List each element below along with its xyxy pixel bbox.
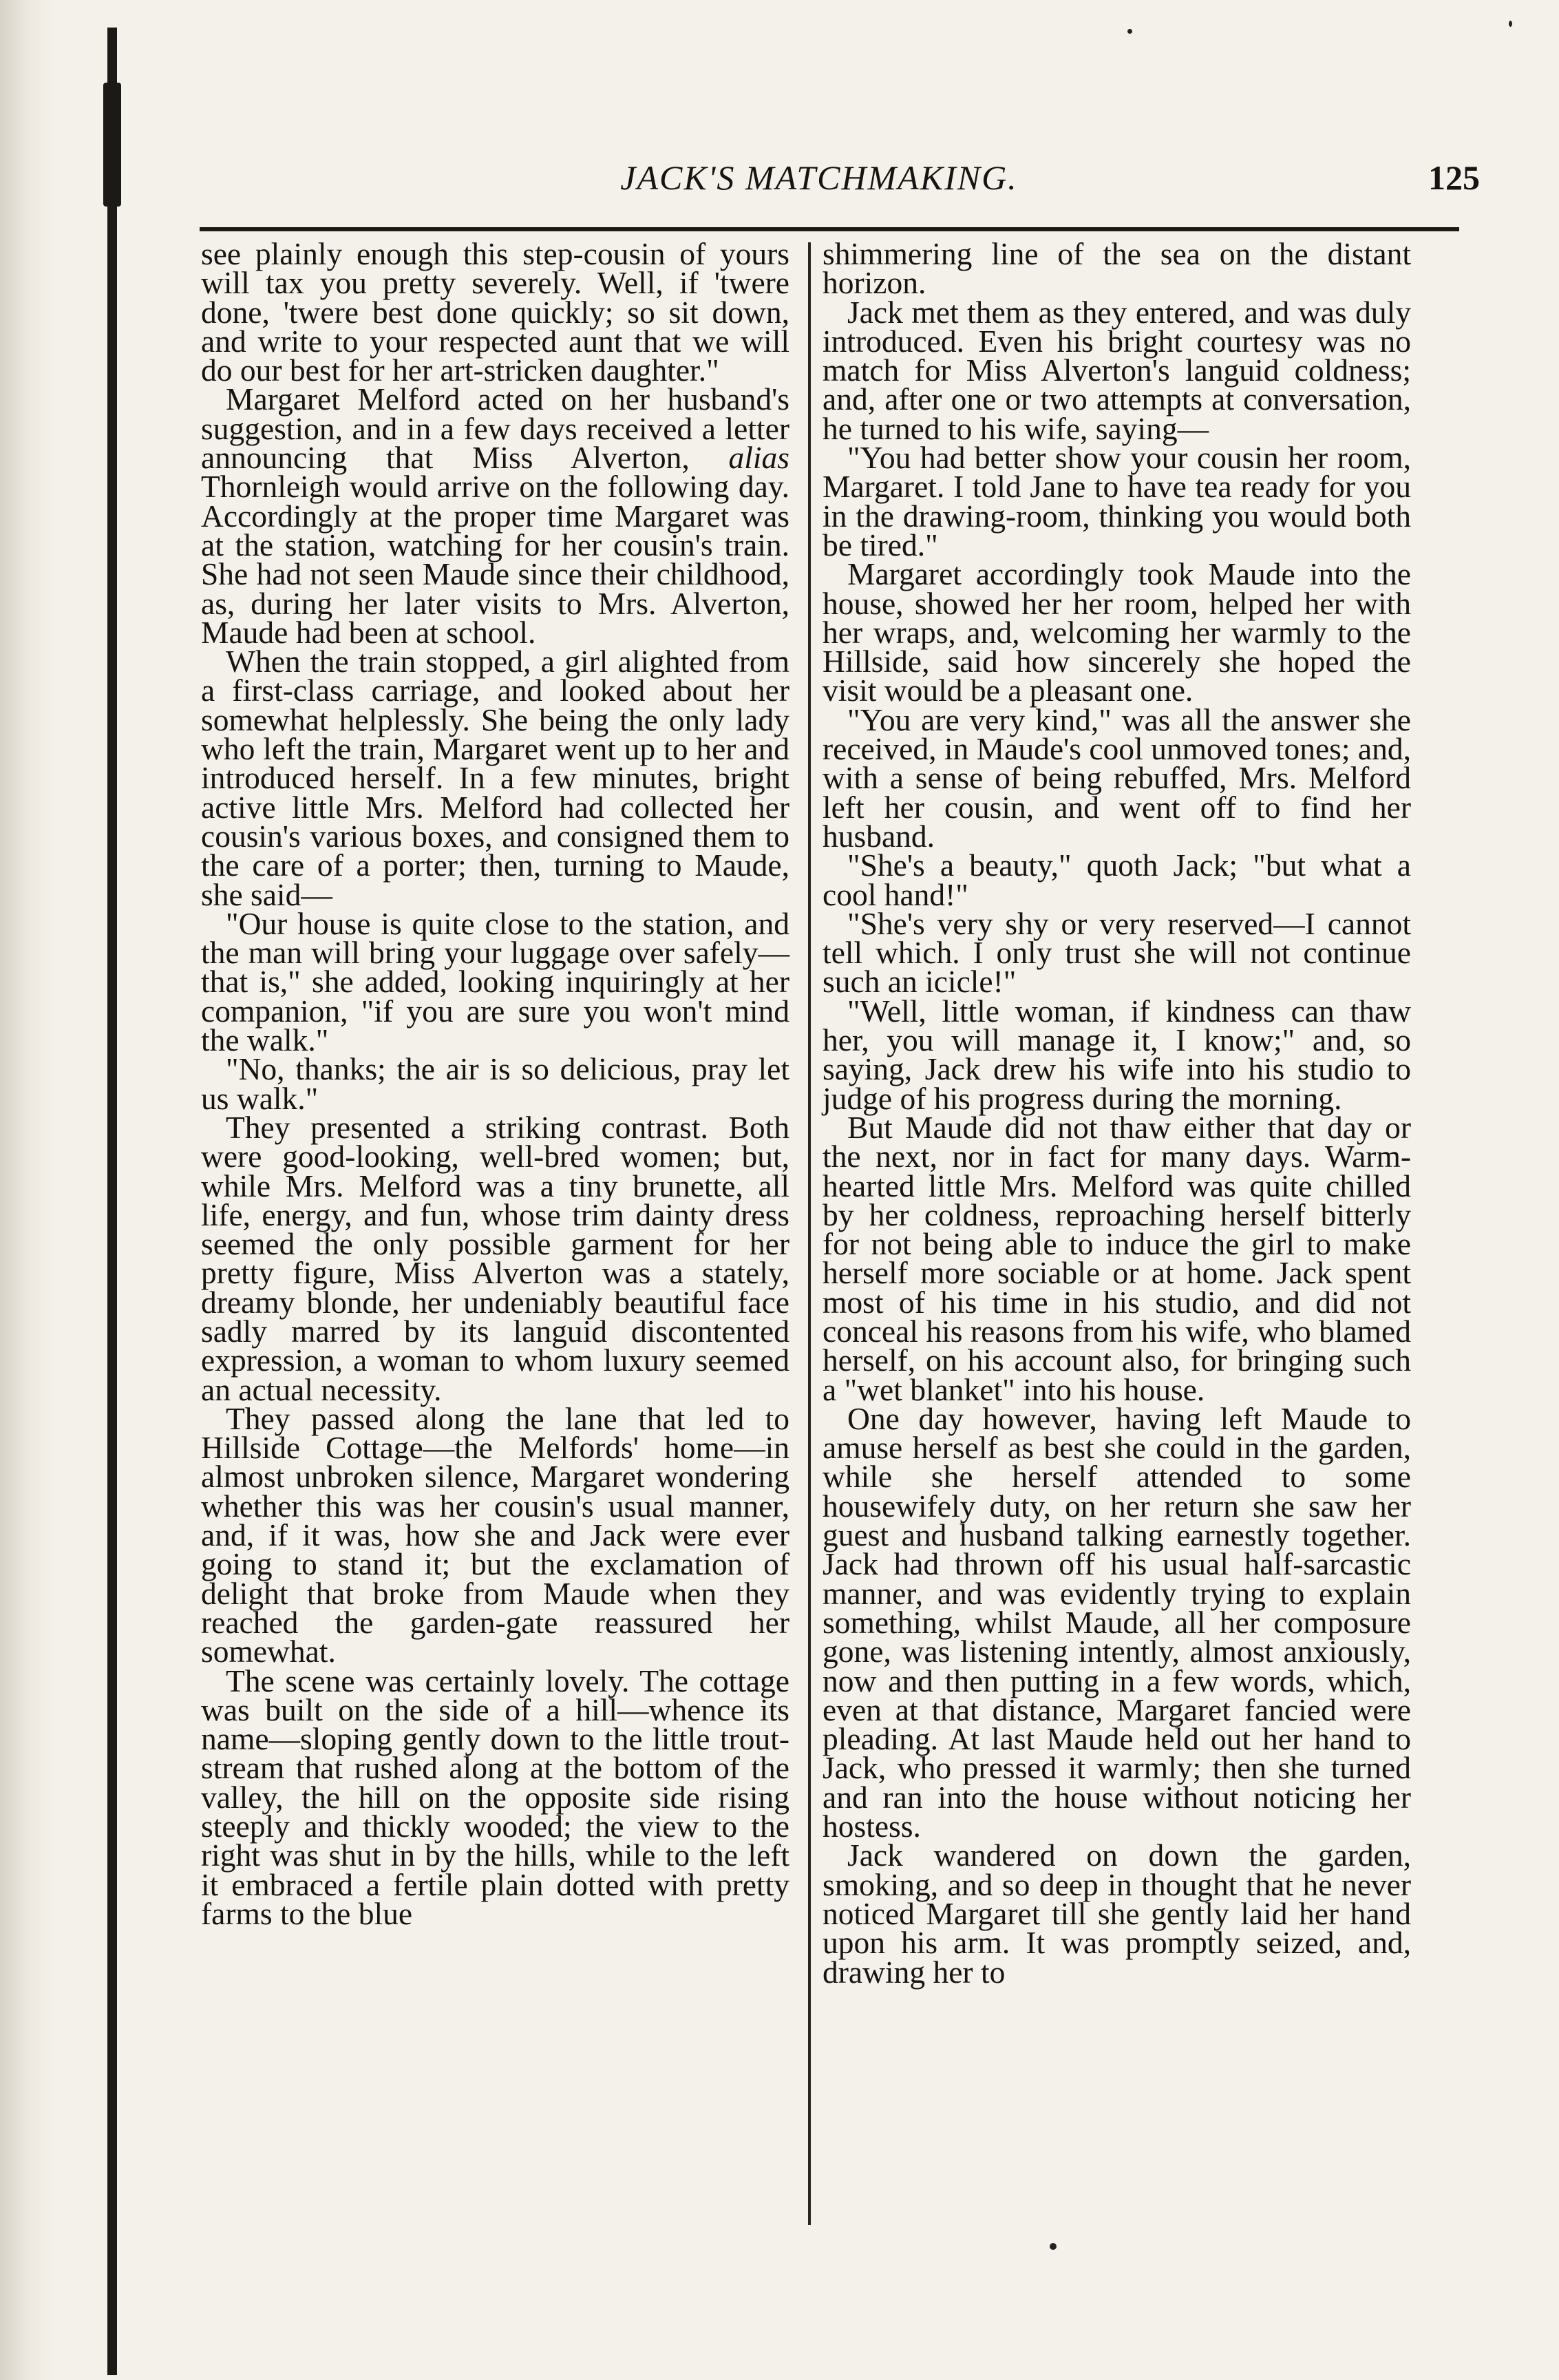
paragraph: "You had better show your cousin her room, Margaret. I told Jane to have tea ready for you in the drawing-room, thinking you would both be tired." <box>823 440 1411 562</box>
print-speck <box>1050 2243 1057 2250</box>
paragraph: Margaret accordingly took Maude into the house, showed her her room, helped her with her wraps, and, welcoming her warmly to the Hillside, said how sincerely she hoped the visit would be a pleasant one. <box>823 556 1411 708</box>
paragraph: "She's very shy or very reserved—I cannot tell which. I only trust she will not continue such an icicle!" <box>823 905 1411 1000</box>
paragraph: But Maude did not thaw either that day or the next, nor in fact for many days. Warm-hearted little Mrs. Melford was quite chilled by her coldness, reproaching herself bitterly for not being able to induce the girl to make herself more sociable or at home. Jack spent most of his time in his studio, and did not conceal his reasons from his wife, who blamed herself, on his account also, for bringing such a "wet blanket" into his house. <box>823 1109 1411 1407</box>
binding-edge-mark <box>103 83 121 207</box>
paragraph: Jack wandered on down the garden, smoking, and so deep in thought that he never noticed Margaret till she gently laid her hand upon his arm. It was promptly seized, and, drawing her to <box>823 1837 1411 1990</box>
paragraph <box>201 381 789 650</box>
paragraph: "You are very kind," was all the answer she received, in Maude's cool unmoved tones; and, with a sense of being rebuffed, Mrs. Melford left her cousin, and went off to find her husband. <box>823 702 1411 854</box>
left-text-column <box>201 236 789 1931</box>
page-header <box>200 150 1507 205</box>
paragraph-text: Margaret Melford acted on her husband's suggestion, and in a few days received a letter announcing that Miss Alverton, <box>201 381 789 476</box>
paragraph: "No, thanks; the air is so delicious, pray let us walk." <box>201 1051 789 1116</box>
column-divider <box>808 242 811 2225</box>
running-title: JACK'S MATCHMAKING. <box>620 158 1018 197</box>
binding-edge-line <box>107 28 117 2375</box>
print-speck <box>1127 29 1132 34</box>
paragraph: "Our house is quite close to the station, and the man will bring your luggage over safely—that is," she added, looking inquiringly at her companion, "if you are sure you won't mind the walk." <box>201 905 789 1058</box>
paragraph: When the train stopped, a girl alighted from a first-class carriage, and looked about her somewhat helplessly. She being the only lady who left the train, Margaret went up to her and introduced herself. In a few minutes, bright active little Mrs. Melford had collected her cousin's various boxes, and consigned them to the care of a porter; then, turning to Maude, she said— <box>201 644 789 912</box>
paragraph: see plainly enough this step-cousin of yours will tax you pretty severely. Well, if 'twere done, 'twere best done quickly; so sit down, and write to your respected aunt that we will do our best for her art-stricken daughter." <box>201 236 789 388</box>
paragraph: The scene was certainly lovely. The cottage was built on the side of a hill—whence its name—sloping gently down to the little trout-stream that rushed along at the bottom of the valley, the hill on the opposite side rising steeply and thickly wooded; the view to the right was shut in by the hills, while to the left it embraced a fertile plain dotted with pretty farms to the blue <box>201 1663 789 1931</box>
paragraph: One day however, having left Maude to amuse herself as best she could in the garden, while she herself attended to some housewifely duty, on her return she saw her guest and husband talking earnestly together. Jack had thrown off his usual half-sarcastic manner, and was evidently trying to explain something, whilst Maude, all her composure gone, was listening intently, almost anxiously, now and then putting in a few words, which, even at that distance, Margaret fancied were pleading. At last Maude held out her hand to Jack, who pressed it warmly; then she turned and ran into the house without noticing her hostess. <box>823 1400 1411 1844</box>
paragraph: "Well, little woman, if kindness can thaw her, you will manage it, I know;" and, so saying, Jack drew his wife into his studio to judge of his progress during the morning. <box>823 993 1411 1116</box>
paragraph-text: Thornleigh would arrive on the following day. Accordingly at the proper time Margaret was at the station, watching for her cousin's train. She had not seen Maude since their childhood, as, during her later visits to Mrs. Alverton, Maude had been at school. <box>201 469 789 650</box>
paragraph: shimmering line of the sea on the distant horizon. <box>823 236 1411 301</box>
page-number: 125 <box>1428 158 1480 197</box>
italic-word: alias <box>728 440 789 476</box>
header-rule <box>200 227 1459 231</box>
print-speck <box>1509 21 1512 27</box>
paragraph: They presented a striking contrast. Both were good-looking, well-bred women; but, while Mrs. Melford was a tiny brunette, all life, energy, and fun, whose trim dainty dress seemed the only possible garment for her pretty figure, Miss Alverton was a stately, dreamy blonde, her undeniably beautiful face sadly marred by its languid discontented expression, a woman to whom luxury seemed an actual necessity. <box>201 1109 789 1407</box>
paragraph: "She's a beauty," quoth Jack; "but what a cool hand!" <box>823 847 1411 912</box>
binding-shadow <box>0 0 54 2380</box>
paragraph: Jack met them as they entered, and was duly introduced. Even his bright courtesy was no match for Miss Alverton's languid coldness; and, after one or two attempts at conversation, he turned to his wife, saying— <box>823 294 1411 446</box>
right-text-column <box>823 236 1411 1990</box>
paragraph: They passed along the lane that led to Hillside Cottage—the Melfords' home—in almost unbroken silence, Margaret wondering whether this was her cousin's usual manner, and, if it was, how she and Jack were ever going to stand it; but the exclamation of delight that broke from Maude when they reached the garden-gate reassured her somewhat. <box>201 1400 789 1670</box>
